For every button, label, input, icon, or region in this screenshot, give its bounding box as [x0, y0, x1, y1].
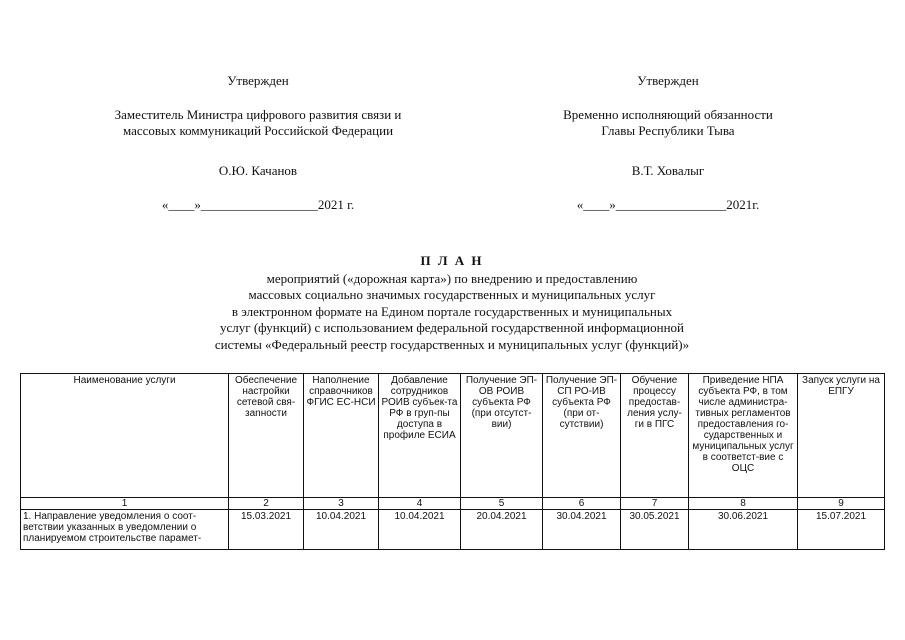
row-date: 30.05.2021: [621, 510, 689, 550]
approval-right-date: «____»_________________2021г.: [576, 197, 760, 212]
approval-right-title: Утвержден: [637, 73, 699, 88]
header-ep-ov: Получение ЭП-ОВ РОИВ субъекта РФ (при отсутст-вии): [461, 374, 543, 498]
approval-left-position-line1: Заместитель Министра цифрового развития связи и: [114, 107, 402, 122]
plan-subtitle-line-4: услуг (функций) с использованием федеральной государственной информационной: [219, 320, 684, 335]
plan-subtitle-line-3: в электронном формате на Едином портале государственных и муниципальных: [231, 304, 673, 319]
column-number: 1: [21, 498, 229, 510]
approval-right-position-line2: Главы Республики Тыва: [601, 123, 735, 138]
row-service-name: 1. Направление уведомления о соот-ветствии указанных в уведомлении о планируемом строительстве парамет-: [21, 510, 229, 550]
plan-subtitle-line-2: массовых социально значимых государственных и муниципальных услуг: [248, 287, 656, 302]
row-date: 10.04.2021: [379, 510, 461, 550]
header-training: Обучение процессу предостав-ления услу-ги в ПГС: [621, 374, 689, 498]
column-number: 6: [543, 498, 621, 510]
approval-left-title: Утвержден: [227, 73, 289, 88]
plan-subtitle-line-5: системы «Федеральный реестр государственных и муниципальных услуг (функций)»: [214, 337, 690, 352]
header-epgu-launch: Запуск услуги на ЕПГУ: [798, 374, 885, 498]
column-number: 5: [461, 498, 543, 510]
plan-subtitle-line-1: мероприятий («дорожная карта») по внедрению и предоставлению: [266, 271, 638, 286]
row-date: 30.06.2021: [689, 510, 798, 550]
row-date: 15.07.2021: [798, 510, 885, 550]
approval-left-position-line2: массовых коммуникаций Российской Федерации: [122, 123, 394, 138]
column-number: 4: [379, 498, 461, 510]
header-ep-sp: Получение ЭП-СП РО-ИВ субъекта РФ (при от-сутствии): [543, 374, 621, 498]
header-esia-employees: Добавление сотрудников РОИВ субъек-та РФ в груп-пы доступа в профиле ЕСИА: [379, 374, 461, 498]
plan-table: [20, 373, 885, 550]
column-number: 2: [229, 498, 304, 510]
header-network-setup: Обеспечение настройки сетевой свя-зanности: [229, 374, 304, 498]
plan-title: П Л А Н: [420, 253, 484, 268]
approval-left-date: «____»__________________2021 г.: [161, 197, 355, 212]
column-number: 3: [304, 498, 379, 510]
table-column-numbers-row: [21, 498, 885, 510]
column-number: 7: [621, 498, 689, 510]
approval-right-position-line1: Временно исполняющий обязанности: [563, 107, 773, 122]
header-npa-alignment: Приведение НПА субъекта РФ, в том числе администра-тивных регламентов предоставления го-сударственных и муниципальных услуг в соответст-вие с ОЦС: [689, 374, 798, 498]
header-reference-books: Наполнение справочников ФГИС ЕС-НСИ: [304, 374, 379, 498]
row-date: 30.04.2021: [543, 510, 621, 550]
row-date: 20.04.2021: [461, 510, 543, 550]
approval-right-name: В.Т. Ховалыг: [631, 163, 705, 178]
header-service-name: Наименование услуги: [21, 374, 229, 498]
table-header-row: [21, 374, 885, 498]
row-date: 15.03.2021: [229, 510, 304, 550]
approval-left-name: О.Ю. Качанов: [218, 163, 298, 178]
table-row: [21, 510, 885, 550]
column-number: 8: [689, 498, 798, 510]
column-number: 9: [798, 498, 885, 510]
row-date: 10.04.2021: [304, 510, 379, 550]
